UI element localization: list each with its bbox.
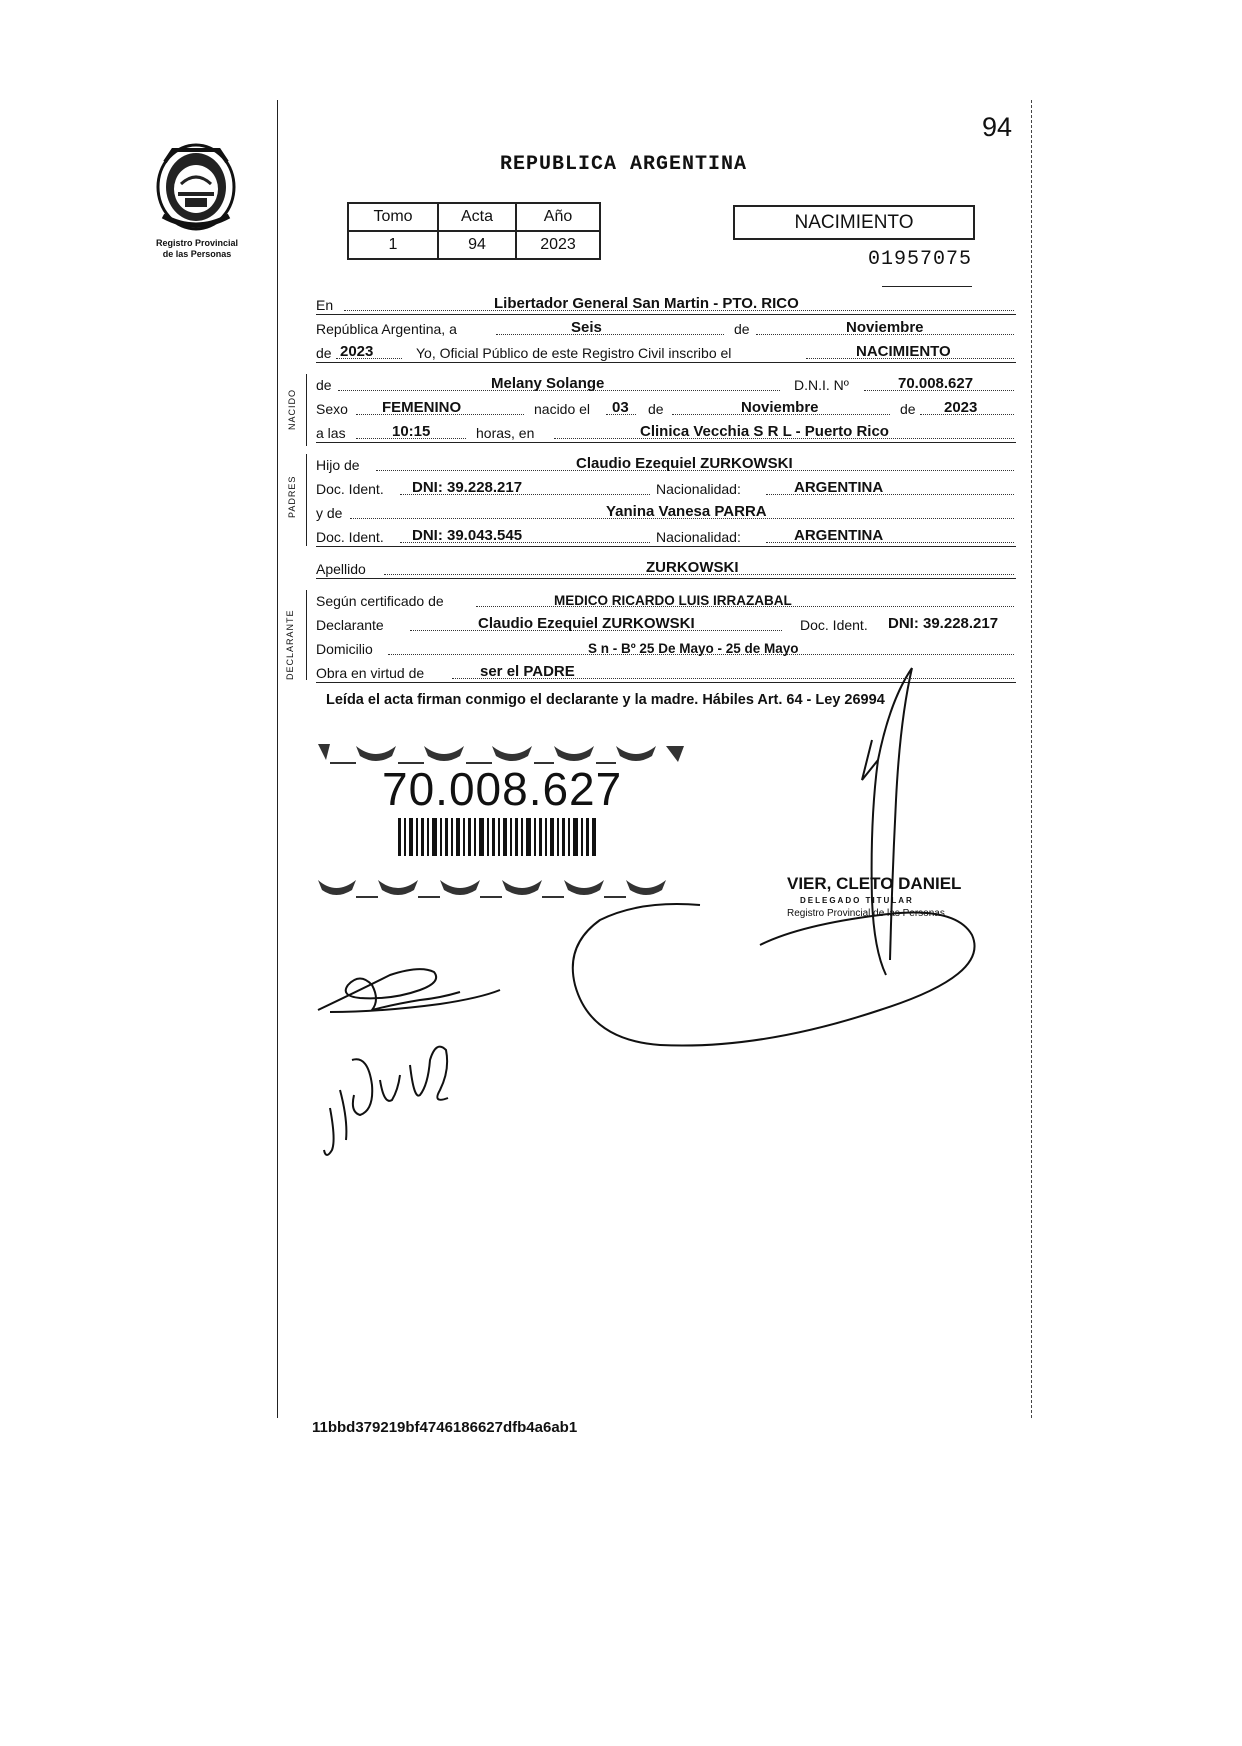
father-label: Hijo de	[316, 457, 360, 473]
born-time-row	[316, 422, 1016, 443]
declarant-doc-label: Doc. Ident.	[800, 617, 868, 633]
time-label: a las	[316, 425, 346, 441]
provincial-seal-icon	[155, 142, 237, 232]
year-row	[316, 342, 1016, 363]
officer-role: DELEGADO TITULAR	[800, 896, 914, 905]
born-of1-label: de	[648, 401, 664, 417]
surname-label: Apellido	[316, 561, 366, 577]
right-margin-rule	[1031, 100, 1032, 1418]
date-dots	[496, 334, 724, 335]
born-year: 2023	[944, 399, 978, 416]
capacity-label: Obra en virtud de	[316, 665, 425, 681]
tomo-header: Tomo	[348, 203, 438, 231]
dni-label-number: 70.008.627	[382, 763, 623, 815]
father-doc-label: Doc. Ident.	[316, 481, 384, 497]
address-row	[316, 638, 1016, 658]
decorative-band-bottom	[316, 874, 686, 902]
father-doc: DNI: 39.228.217	[412, 479, 523, 496]
anio-value: 2023	[516, 231, 600, 259]
anio-header: Año	[516, 203, 600, 231]
father-name: Claudio Ezequiel ZURKOWSKI	[576, 455, 793, 472]
organization-line: Registro Provincial	[155, 238, 239, 248]
reference-table	[347, 202, 601, 260]
certificate-row	[316, 590, 1016, 610]
born-date-label: nacido el	[534, 401, 591, 417]
officer-signature-oval-icon	[573, 904, 975, 1046]
year-text: Yo, Oficial Público de este Registro Civil inscribo el	[416, 345, 732, 361]
born-name-label: de	[316, 377, 332, 393]
closing-text: Leída el acta firman conmigo el declarante y la madre. Hábiles Art. 64 - Ley 26994	[326, 692, 885, 708]
born-day: 03	[612, 399, 629, 416]
officer-name: VIER, CLETO DANIEL	[787, 874, 962, 893]
country-title: REPUBLICA ARGENTINA	[500, 153, 748, 176]
certificate-value: MEDICO RICARDO LUIS IRRAZABAL	[554, 593, 792, 608]
hours-label: horas, en	[476, 425, 535, 441]
father-nat-label: Nacionalidad:	[656, 481, 741, 497]
reference-header-row	[348, 203, 600, 231]
nacido-section-rule	[306, 374, 307, 446]
organization-name	[140, 238, 254, 260]
mother-name: Yanina Vanesa PARRA	[606, 503, 767, 520]
born-of2-label: de	[900, 401, 916, 417]
padres-section-label: PADRES	[287, 475, 297, 518]
born-place: Clinica Vecchia S R L - Puerto Rico	[640, 423, 889, 440]
acta-value: 94	[438, 231, 516, 259]
date-month: Noviembre	[846, 319, 924, 336]
serial-number: 01957075	[868, 248, 973, 271]
capacity-row	[316, 662, 1016, 683]
certificate-label: Según certificado de	[316, 593, 444, 609]
declarante-section-label: DECLARANTE	[285, 609, 295, 680]
declarant-signature-icon	[318, 969, 500, 1012]
declarant-name: Claudio Ezequiel ZURKOWSKI	[478, 615, 695, 632]
date-of-label: de	[734, 321, 750, 337]
mother-row	[316, 502, 1016, 522]
mother-nat-label: Nacionalidad:	[656, 529, 741, 545]
declarant-doc: DNI: 39.228.217	[888, 615, 999, 632]
officer-org: Registro Provincial de las Personas	[787, 908, 945, 919]
mother-doc: DNI: 39.043.545	[412, 527, 523, 544]
born-time: 10:15	[392, 423, 431, 440]
acta-header: Acta	[438, 203, 516, 231]
declarant-row	[316, 614, 1016, 634]
mother-nationality: ARGENTINA	[794, 527, 884, 544]
reference-value-row	[348, 231, 600, 259]
father-nationality: ARGENTINA	[794, 479, 884, 496]
born-month: Noviembre	[741, 399, 819, 416]
address-label: Domicilio	[316, 641, 373, 657]
year-prefix: de	[316, 345, 332, 361]
sex-label: Sexo	[316, 401, 348, 417]
father-row	[316, 454, 1016, 474]
mother-doc-label: Doc. Ident.	[316, 529, 384, 545]
serial-rule	[882, 286, 972, 287]
place-value: Libertador General San Martin - PTO. RICO	[494, 295, 799, 312]
capacity-value: ser el PADRE	[480, 663, 575, 680]
barcode-icon	[398, 818, 598, 856]
mother-doc-row	[316, 526, 1016, 547]
mother-label: y de	[316, 505, 343, 521]
born-sex-row	[316, 398, 1016, 418]
act-value: NACIMIENTO	[856, 343, 951, 360]
document-hash: 11bbd379219bf4746186627dfb4a6ab1	[312, 1419, 578, 1436]
father-doc-row	[316, 478, 1016, 498]
declarante-section-rule	[306, 590, 307, 680]
date-label: República Argentina, a	[316, 321, 457, 337]
organization-line: de las Personas	[162, 249, 232, 259]
born-name-row	[316, 374, 1016, 394]
padres-section-rule	[306, 454, 307, 546]
born-name: Melany Solange	[491, 375, 605, 392]
record-type-box: NACIMIENTO	[733, 205, 975, 240]
mother-signature-icon	[324, 1047, 448, 1155]
place-row	[316, 294, 1016, 315]
declarant-label: Declarante	[316, 617, 384, 633]
page-number: 94	[982, 112, 1013, 142]
surname-value: ZURKOWSKI	[646, 559, 739, 576]
dni-label: D.N.I. Nº	[794, 377, 849, 393]
place-label: En	[316, 297, 334, 313]
left-margin-rule	[277, 100, 278, 1418]
tomo-value: 1	[348, 231, 438, 259]
officer-signature-icon	[862, 668, 912, 975]
date-row	[316, 318, 1016, 338]
born-dni: 70.008.627	[898, 375, 974, 392]
surname-row	[316, 558, 1016, 579]
date-day: Seis	[571, 319, 602, 336]
nacido-section-label: NACIDO	[287, 388, 297, 430]
address-value: S n - Bº 25 De Mayo - 25 de Mayo	[588, 641, 799, 656]
year-value: 2023	[340, 343, 374, 360]
born-sex: FEMENINO	[382, 399, 462, 416]
